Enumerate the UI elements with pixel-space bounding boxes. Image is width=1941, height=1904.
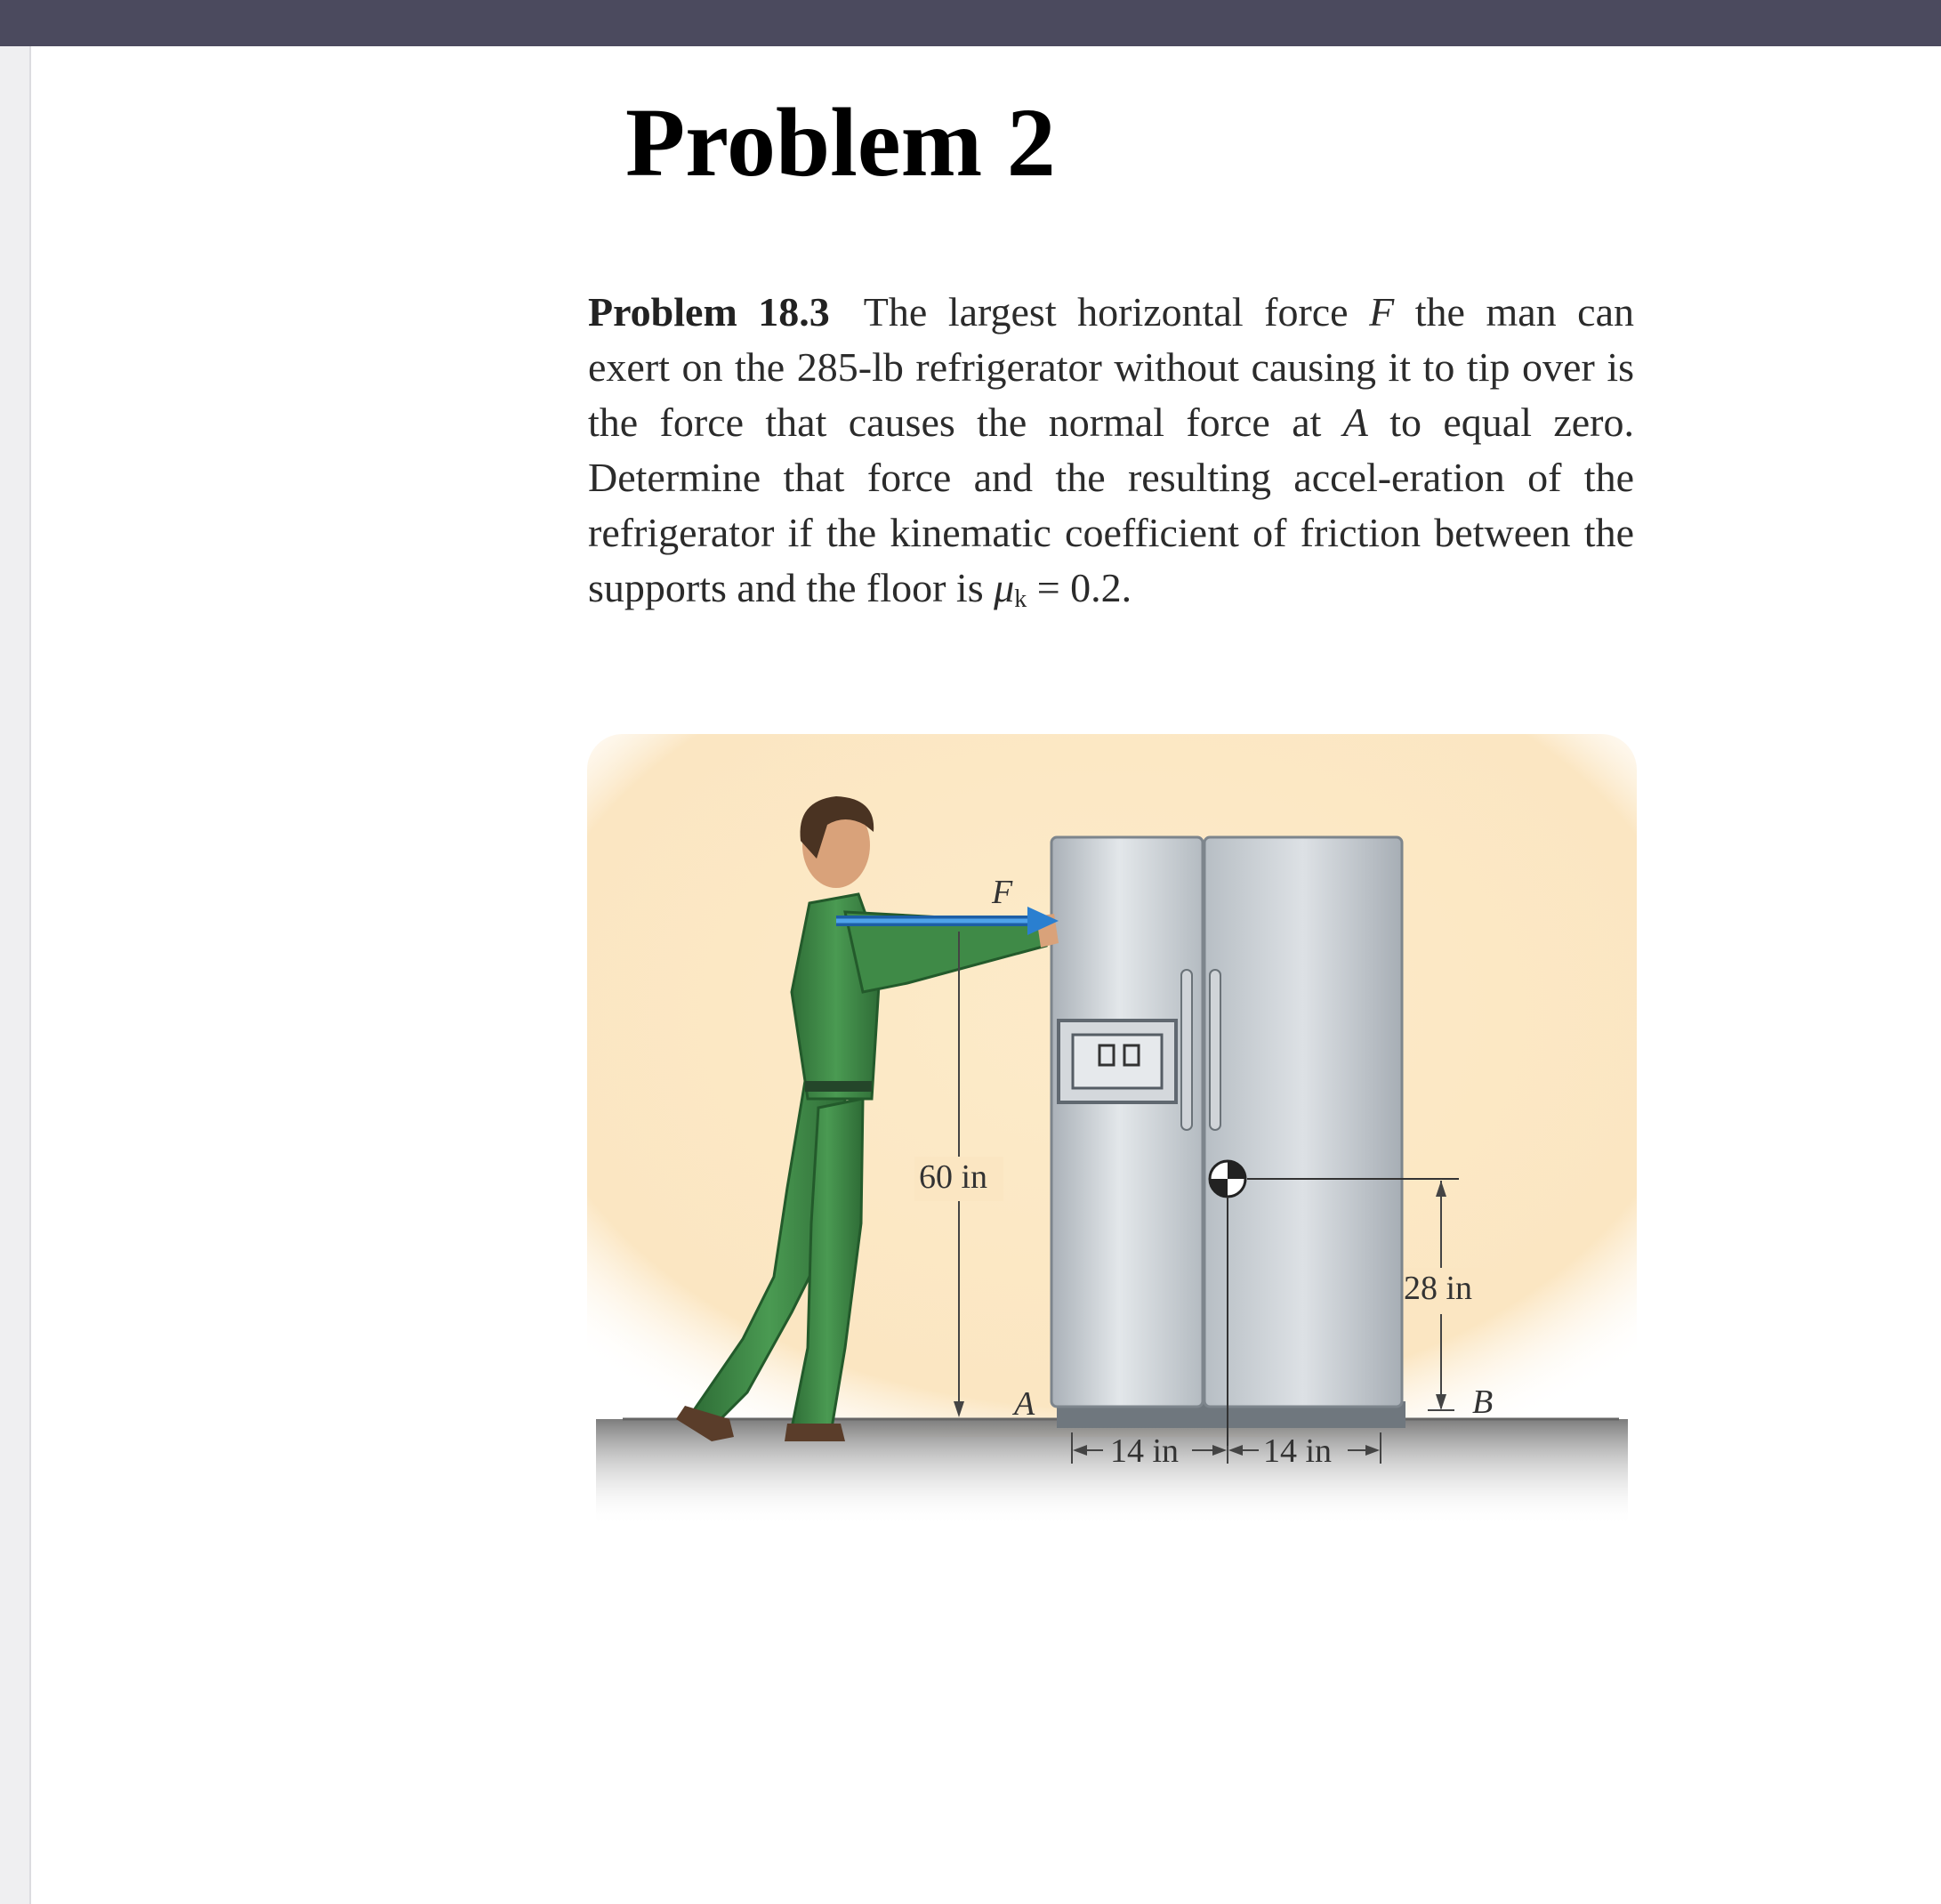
man-belt (805, 1081, 872, 1092)
problem-text-part-1: The largest horizontal force (863, 289, 1370, 335)
variable-A: A (1342, 399, 1368, 445)
fridge-left-door (1051, 837, 1203, 1407)
problem-text-part-3: to equal zero. Determine that force and the resulting accel-eration of the refrigerator if the kinematic coefficient of friction between the supports and the floor is (588, 399, 1634, 610)
fridge-right-door (1204, 837, 1402, 1407)
label-F: F (992, 874, 1013, 911)
variable-mu: μ (994, 565, 1015, 610)
variable-F: F (1369, 289, 1395, 335)
right-handle (1210, 970, 1220, 1130)
label-dim-right-width: 14 in (1263, 1432, 1333, 1470)
variable-mu-subscript: k (1014, 585, 1027, 613)
problem-statement (588, 285, 1634, 627)
dispenser-inner (1073, 1035, 1162, 1088)
label-B: B (1472, 1384, 1494, 1421)
left-handle (1181, 970, 1192, 1130)
page-title: Problem 2 (625, 88, 1056, 197)
center-of-gravity-symbol (1210, 1161, 1245, 1197)
top-bar (0, 0, 1941, 46)
man-shoe-back (785, 1424, 845, 1441)
problem-text-part-2: the man can exert on the 285-lb refrigerator without causing it to tip over is the force that causes the normal force at (588, 289, 1634, 445)
left-gutter (0, 46, 31, 1904)
label-dim-height: 60 in (919, 1158, 988, 1196)
problem-text-part-4: = 0.2. (1027, 565, 1132, 610)
problem-number: Problem 18.3 (588, 289, 830, 335)
refrigerator-figure (578, 725, 1646, 1544)
label-A: A (1014, 1385, 1035, 1423)
label-dim-cg-height: 28 in (1404, 1270, 1473, 1307)
label-dim-left-width: 14 in (1110, 1432, 1180, 1470)
